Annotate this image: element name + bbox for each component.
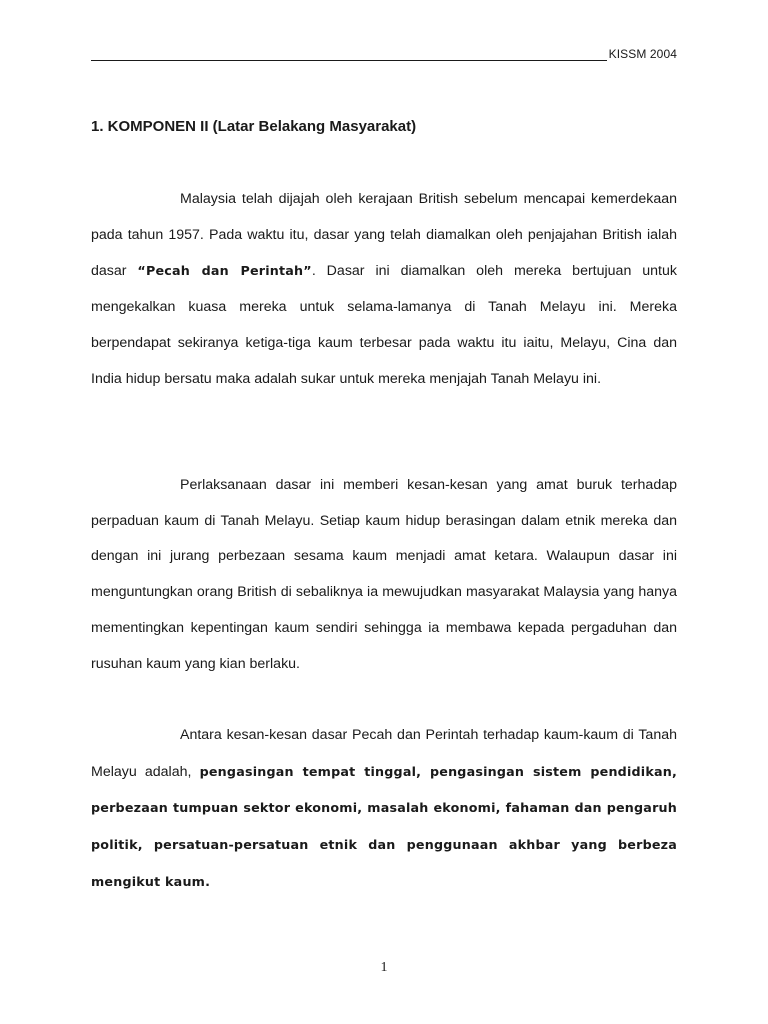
section-heading: 1. KOMPONEN II (Latar Belakang Masyarakat)	[91, 118, 417, 135]
paragraph-2: Perlaksanaan dasar ini memberi kesan-kesan yang amat buruk terhadap perpaduan kaum di Tanah Melayu. Setiap kaum hidup berasingan dalam etnik mereka dan dengan ini jurang perbezaan sesama kaum menjadi amat ketara. Walaupun dasar ini menguntungkan orang British di sebaliknya ia mewujudkan masyarakat Malaysia yang hanya mementingkan kepentingan kaum sendiri sehingga ia membawa kepada pergaduhan dan rusuhan kaum yang kian berlaku.	[91, 477, 677, 672]
header-code: KISSM 2004	[608, 47, 677, 61]
paragraph-1-text-end: . Dasar ini diamalkan oleh mereka bertujuan untuk mengekalkan kuasa mereka untuk selama-lamanya di Tanah Melayu ini. Mereka berpendapat sekiranya ketiga-tiga kaum terbesar pada waktu itu iaitu, Melayu, Cina dan India hidup bersatu maka adalah sukar untuk mereka menjajah Tanah Melayu ini.	[91, 263, 677, 387]
paragraph-1	[91, 182, 677, 397]
header-rule	[91, 60, 607, 61]
paragraph-3	[91, 718, 677, 901]
paragraph-3-text-start: Antara kesan-kesan dasar Pecah dan Perintah terhadap kaum-kaum di Tanah Melayu adalah,	[91, 727, 677, 780]
paragraph-3-bold-list: pengasingan tempat tinggal, pengasingan sistem pendidikan, perbezaan tumpuan sektor ekonomi, masalah ekonomi, fahaman dan pengaruh politik, persatuan-persatuan etnik dan penggunaan akhbar yang berbeza mengikut kaum.	[91, 763, 677, 889]
page-header	[91, 46, 677, 64]
paragraph-1-bold-phrase: “Pecah dan Perintah”	[137, 263, 312, 279]
page-number: 1	[380, 960, 388, 975]
paragraph-1-text-start: Malaysia telah dijajah oleh kerajaan British sebelum mencapai kemerdekaan pada tahun 1957. Pada waktu itu, dasar yang telah diamalkan oleh penjajahan British ialah dasar	[91, 191, 677, 280]
